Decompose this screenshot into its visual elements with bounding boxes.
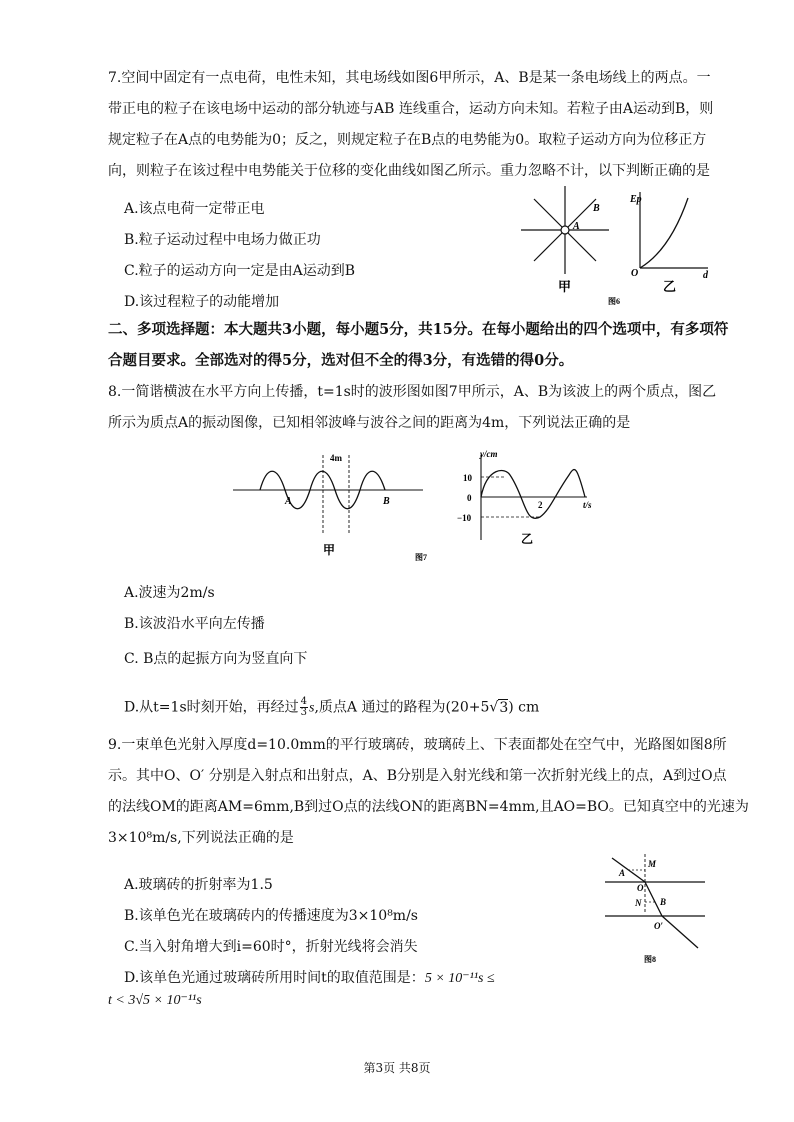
q8-option-a: A.波速为2m/s <box>124 585 215 601</box>
emergent-ray <box>662 916 698 948</box>
fraction-numerator: 4 <box>300 696 307 707</box>
q8-option-d-pre: D.从t=1s时刻开始，再经过 <box>124 699 299 716</box>
q7-stem-line-3: 规定粒子在A点的电势能为0；反之，则规定粒子在B点的电势能为0。取粒子运动方向为位移正方 <box>108 132 707 148</box>
sqrt-sign: √ <box>489 699 499 716</box>
q9-stem-line-2: 示。其中O、O′ 分别是入射点和出射点，A、B分别是入射光线和第一次折射光线上的点，A到过O点 <box>108 768 727 784</box>
fig7-label-yi: 乙 <box>521 532 534 546</box>
q9-option-a: A.玻璃砖的折射率为1.5 <box>124 877 273 893</box>
q9-stem-line-4: 3×10⁸m/s,下列说法正确的是 <box>108 830 294 846</box>
q7-option-b: B.粒子运动过程中电场力做正功 <box>124 232 321 248</box>
q9-stem-line-3: 的法线OM的距离AM=6mm,B到过O点的法线ON的距离BN=4mm,且AO=BO。已知真空中的光速为 <box>108 799 749 815</box>
fig6-caption: 图6 <box>608 297 620 306</box>
fig6-axis-y: Ep <box>630 194 642 205</box>
q9-option-c: C.当入射角增大到i=60时°，折射光线将会消失 <box>124 939 418 955</box>
q7-option-c: C.粒子的运动方向一定是由A运动到B <box>124 263 356 279</box>
fraction-denominator: 3 <box>300 707 307 718</box>
figure-7 <box>225 445 625 565</box>
figure-6 <box>520 180 720 310</box>
q9-option-d-math-2: t < 3√5 × 10⁻¹¹s <box>108 993 202 1008</box>
q7-option-a: A.该点电荷一定带正电 <box>124 201 265 217</box>
fig7-caption: 图7 <box>415 553 427 562</box>
fig8-label-o: O <box>637 883 644 893</box>
q9-option-d-pre: D.该单色光通过玻璃砖所用时间t的取值范围是： <box>124 970 425 986</box>
section2-heading-line-1: 二、多项选择题：本大题共3小题，每小题5分，共15分。在每小题给出的四个选项中，有多项符 <box>108 321 729 338</box>
q9-option-d-math-1: 5 × 10⁻¹¹s ≤ <box>424 971 495 986</box>
q8-stem-line-1: 8.一简谐横波在水平方向上传播，t=1s时的波形图如图7甲所示，A、B为该波上的两个质点，图乙 <box>108 384 717 400</box>
fig6-point-b: B <box>593 203 600 214</box>
fig8-caption: 图8 <box>644 955 656 964</box>
fig7-label-4m: 4m <box>330 453 342 463</box>
page-footer: 第3页 共8页 <box>363 1061 431 1075</box>
fig8-label-m: M <box>648 859 657 869</box>
fig6-origin: O <box>631 268 639 279</box>
q7-stem-line-4: 向，则粒子在该过程中电势能关于位移的变化曲线如图乙所示。重力忽略不计，以下判断正确的是 <box>108 163 710 179</box>
fig7-tick-10: 10 <box>463 473 472 483</box>
fig7-y-axis: y/cm <box>480 449 498 459</box>
fig6-point-a: A <box>573 221 580 232</box>
fig6-axis-x: d <box>703 270 708 281</box>
fig8-label-o-prime: O′ <box>654 921 664 931</box>
fraction-four-thirds <box>300 697 308 718</box>
q8-stem-line-2: 所示为质点A的振动图像，已知相邻波峰与波谷之间的距离为4m，下列说法正确的是 <box>108 415 631 431</box>
q7-stem-line-2: 带正电的粒子在该电场中运动的部分轨迹与AB 连线重合，运动方向未知。若粒子由A运动到B，则 <box>108 101 714 117</box>
q8-option-b: B.该波沿水平向左传播 <box>124 616 265 632</box>
ep-curve <box>640 198 688 268</box>
q8-option-d-post: ) cm <box>508 699 540 716</box>
q8-option-d-mid: ,质点A 通过的路程为(20+5 <box>314 699 490 716</box>
fig6-label-yi: 乙 <box>663 279 677 294</box>
fig7-point-a: A <box>285 496 292 507</box>
q7-option-d: D.该过程粒子的动能增加 <box>124 294 280 310</box>
fig6-label-jia: 甲 <box>558 279 572 294</box>
q8-option-d <box>124 697 539 718</box>
q9-option-d <box>124 970 495 988</box>
section2-heading-line-2: 合题目要求。全部选对的得5分，选对但不全的得3分，有选错的得0分。 <box>108 352 574 369</box>
fig8-label-b: B <box>660 897 667 907</box>
q7-stem-line-1: 7.空间中固定有一点电荷，电性未知，其电场线如图6甲所示，A、B是某一条电场线上的两点。一 <box>108 70 711 86</box>
fig7-tick-2: 2 <box>538 500 543 510</box>
fig7-point-b: B <box>383 496 390 507</box>
q8-option-c: C. B点的起振方向为竖直向下 <box>124 651 308 667</box>
q9-stem-line-1: 9.一束单色光射入厚度d=10.0mm的平行玻璃砖，玻璃砖上、下表面都处在空气中，光路图如图8所 <box>108 737 727 753</box>
point-charge <box>561 226 569 234</box>
figure-8 <box>600 850 710 968</box>
fig8-label-a: A <box>619 868 626 878</box>
fig7-tick-0: 0 <box>467 493 472 503</box>
q9-option-b: B.该单色光在玻璃砖内的传播速度为3×10⁸m/s <box>124 908 418 924</box>
fig7-x-axis: t/s <box>583 500 592 510</box>
sqrt-radicand: 3 <box>499 699 509 716</box>
fig7-tick-neg10: −10 <box>457 513 472 523</box>
q8-option-d-unit: s <box>309 700 315 716</box>
fig8-label-n: N <box>635 898 642 908</box>
fig7-label-jia: 甲 <box>323 543 336 557</box>
